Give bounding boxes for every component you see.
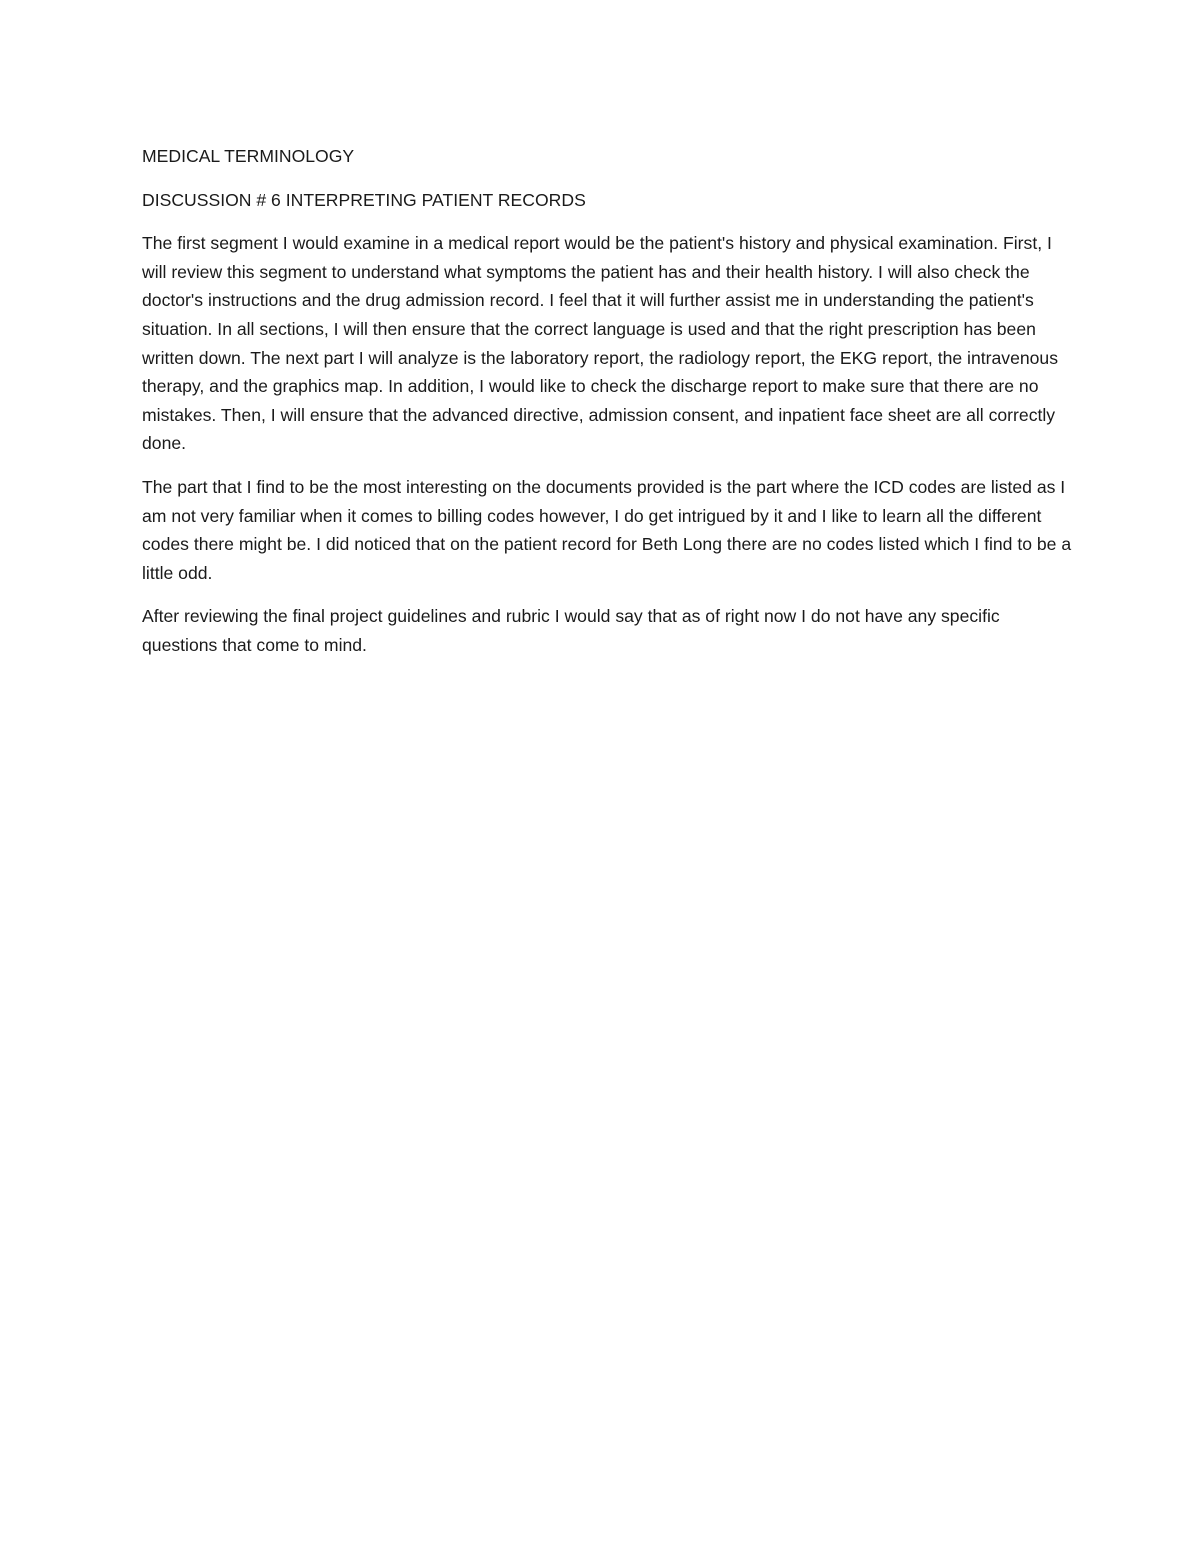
paragraph-2: The part that I find to be the most interesting on the documents provided is the part where the ICD codes are listed as I am not very familiar when it comes to billing codes however, I do get intrigued by it and I like to learn all the different codes there might be. I did noticed that on the patient record for Beth Long there are no codes listed which I find to be a little odd.: [142, 476, 1072, 583]
discussion-title: DISCUSSION # 6 INTERPRETING PATIENT RECORDS: [142, 189, 586, 210]
paragraph-3: After reviewing the final project guidelines and rubric I would say that as of right now I do not have any specific questions that come to mind.: [142, 606, 1000, 655]
document-body: [142, 142, 1072, 675]
course-title: MEDICAL TERMINOLOGY: [142, 146, 355, 166]
paragraph-1: The first segment I would examine in a medical report would be the patient's history and physical examination. First, I will review this segment to understand what symptoms the patient has and their health history. I will also check the doctor's instructions and the drug admission record. I feel that it will further assist me in understanding the patient's situation. In all sections, I will then ensure that the correct language is used and that the right prescription has been written down. The next part I will analyze is the laboratory report, the radiology report, the EKG report, the intravenous therapy, and the graphics map. In addition, I would like to check the discharge report to make sure that there are no mistakes. Then, I will ensure that the advanced directive, admission consent, and inpatient face sheet are all correctly done.: [142, 233, 1059, 454]
